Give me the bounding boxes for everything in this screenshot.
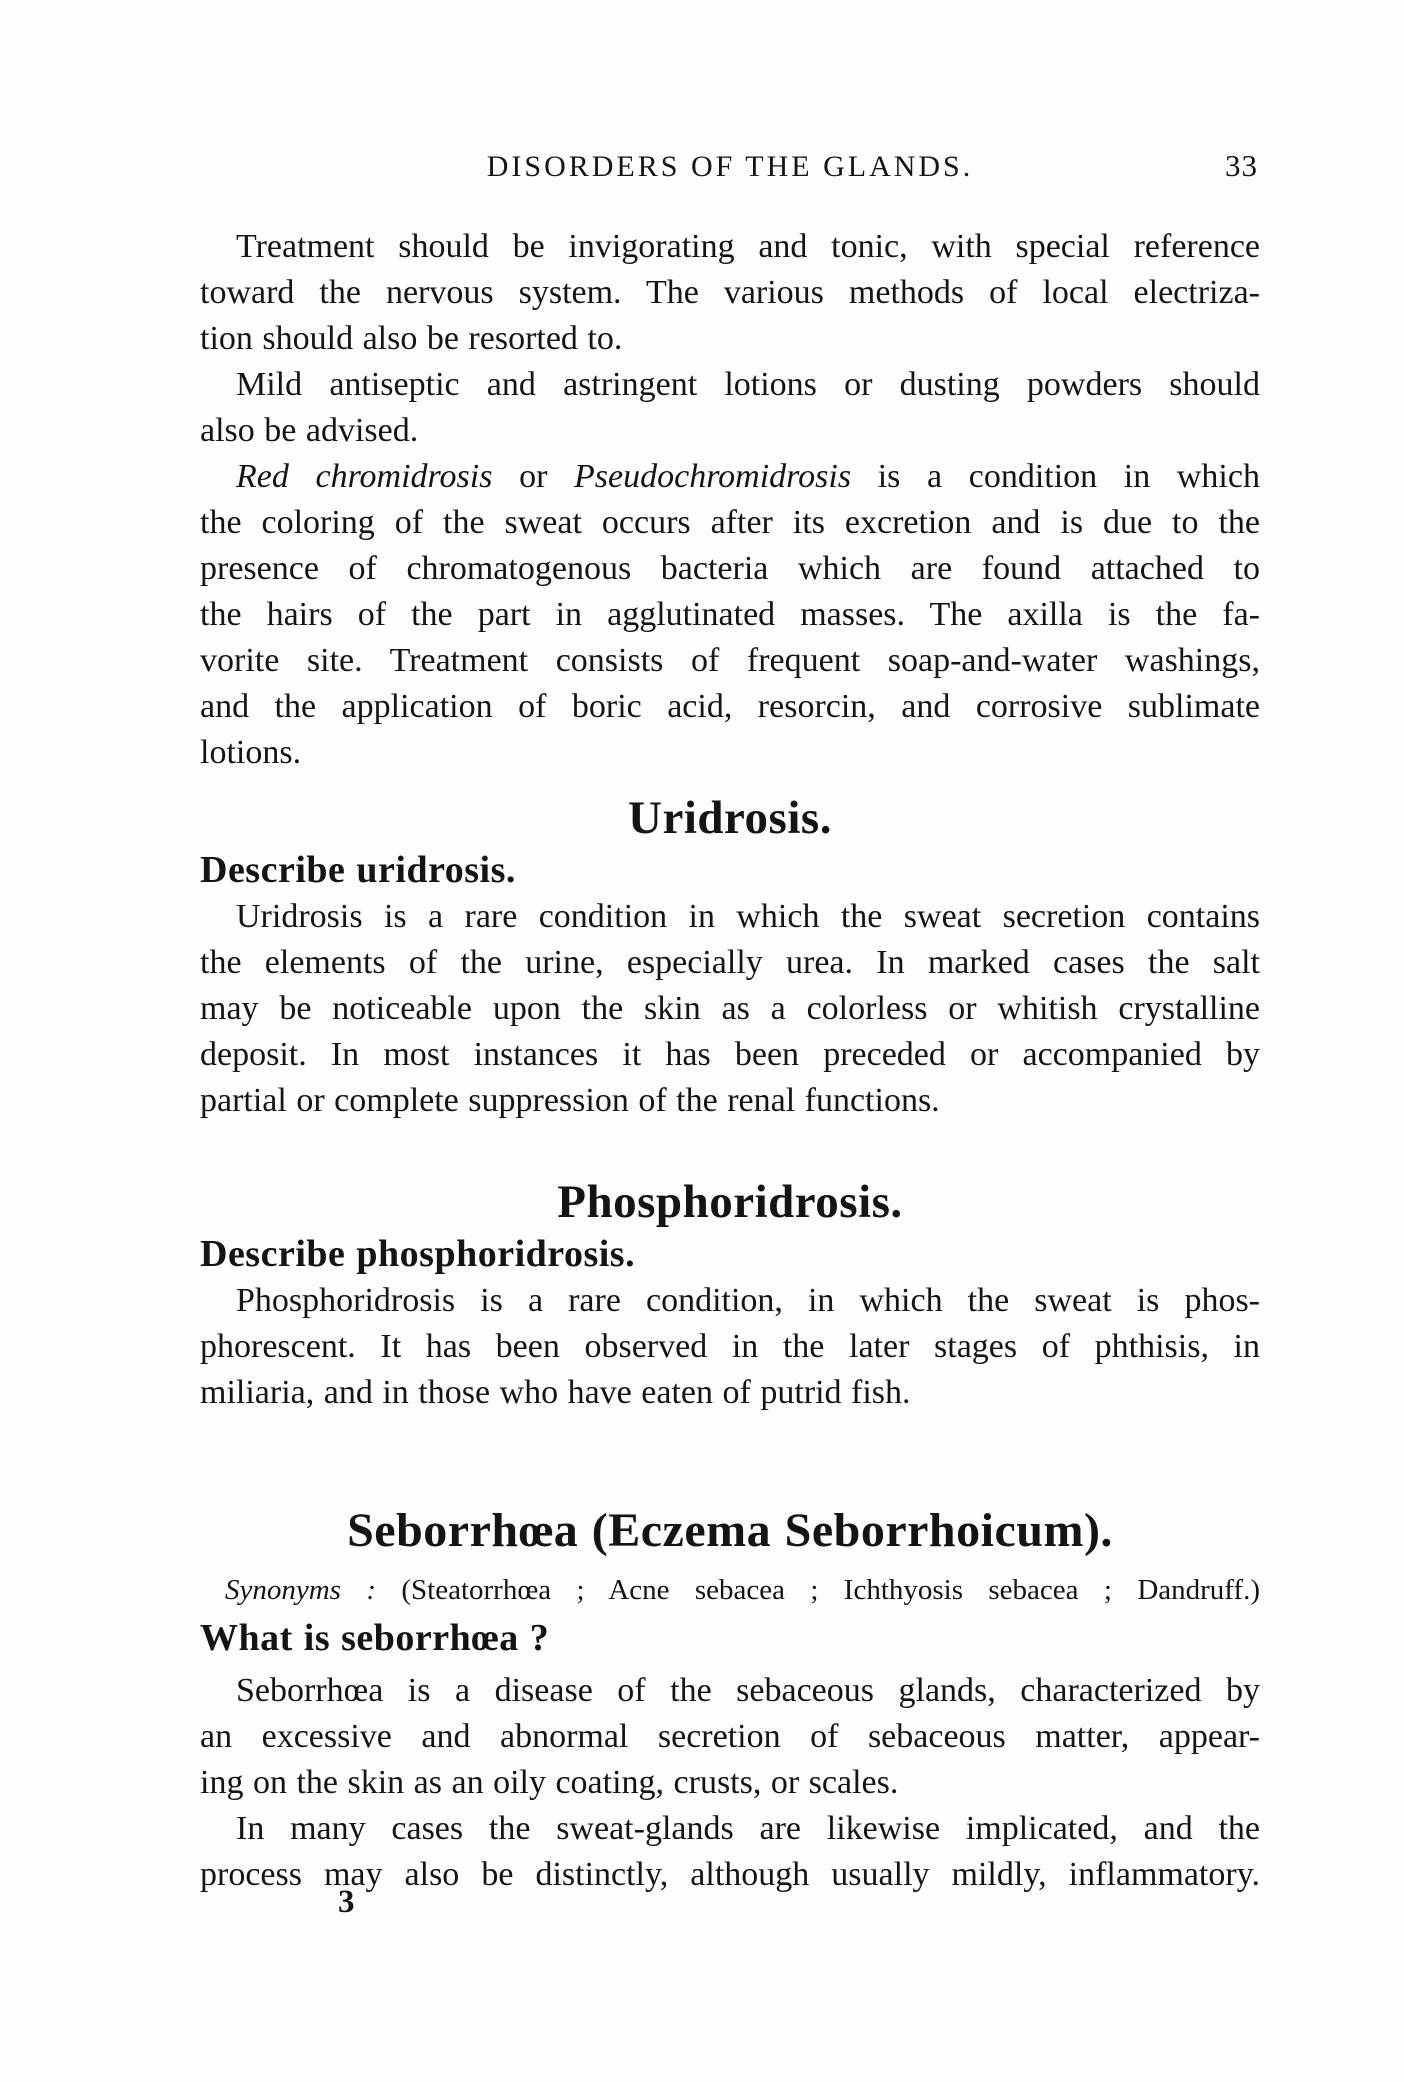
body-line: In many cases the sweat-glands are likewise implicated, and the [236,1810,1260,1847]
italic-term: Pseudochromidrosis [574,458,852,495]
section-heading-uridrosis: Uridrosis. [628,792,832,844]
synonyms-label: Synonyms : [225,1574,376,1606]
body-line: Mild antiseptic and astringent lotions or dusting powders should [236,366,1260,403]
question-describe-phosphoridrosis: Describe phosphoridrosis. [200,1233,636,1275]
section-uridrosis [200,790,1260,1124]
body-line: partial or complete suppression of the renal functions. [200,1082,940,1119]
body-line: phorescent. It has been observed in the later stages of phthisis, in [200,1328,1260,1365]
body-line: lotions. [200,734,302,771]
question-describe-uridrosis: Describe uridrosis. [200,849,516,891]
body-line: toward the nervous system. The various methods of local electriza- [200,274,1260,311]
section-phosphoridrosis [200,1174,1260,1416]
body-line: Phosphoridrosis is a rare condition, in which the sweat is phos- [236,1282,1260,1319]
body-line: the elements of the urine, especially urea. In marked cases the salt [200,944,1260,981]
body-line: Uridrosis is a rare condition in which the sweat secretion contains [236,898,1260,935]
body-line: the hairs of the part in agglutinated masses. The axilla is the fa- [200,596,1260,633]
body-line: deposit. In most instances it has been preceded or accompanied by [200,1036,1260,1073]
paragraph-seborrhoea-definition [200,1668,1260,1806]
signature-mark: 3 [338,1884,355,1920]
body-line: Seborrhœa is a disease of the sebaceous glands, characterized by [236,1672,1260,1709]
body-line: and the application of boric acid, resorcin, and corrosive sublimate [200,688,1260,725]
body-line: presence of chromatogenous bacteria which are found attached to [200,550,1260,587]
section-seborrhoea [200,1502,1260,1898]
body-line: ing on the skin as an oily coating, crusts, or scales. [200,1764,899,1801]
paragraph-red-chromidrosis [200,454,1260,776]
body-line: also be advised. [200,412,419,449]
body-line: tion should also be resorted to. [200,320,623,357]
body-line: miliaria, and in those who have eaten of putrid fish. [200,1374,911,1411]
body-line [200,454,1260,500]
synonyms-text: (Steatorrhœa ; Acne sebacea ; Ichthyosis sebacea ; Dandruff.) [376,1574,1260,1606]
section-heading-phosphoridrosis: Phosphoridrosis. [557,1176,903,1228]
text-block [200,224,1260,1898]
paragraph-treatment [200,224,1260,362]
body-line: Treatment should be invigorating and tonic, with special reference [236,228,1260,265]
body-line: an excessive and abnormal secretion of sebaceous matter, appear- [200,1718,1260,1755]
body-line: vorite site. Treatment consists of frequent soap-and-water washings, [200,642,1260,679]
body-text: or [492,458,575,495]
section-heading-seborrhoea: Seborrhœa (Eczema Seborrhoicum). [347,1504,1113,1557]
paragraph-sweat-glands [200,1806,1260,1898]
question-what-is-seborrhoea: What is seborrhœa ? [200,1617,550,1659]
body-text: is a condition in which [851,458,1260,495]
body-line: the coloring of the sweat occurs after its excretion and is due to the [200,504,1260,541]
paragraph-mild-antiseptic [200,362,1260,454]
italic-term: Red chromidrosis [236,458,493,495]
body-line: process may also be distinctly, although usually mildly, inflammatory. [200,1856,1260,1893]
page-number: 33 [1225,148,1258,183]
body-line: may be noticeable upon the skin as a colorless or whitish crystalline [200,990,1260,1027]
synonyms-line [200,1570,1260,1610]
running-title: DISORDERS OF THE GLANDS. [486,150,974,183]
